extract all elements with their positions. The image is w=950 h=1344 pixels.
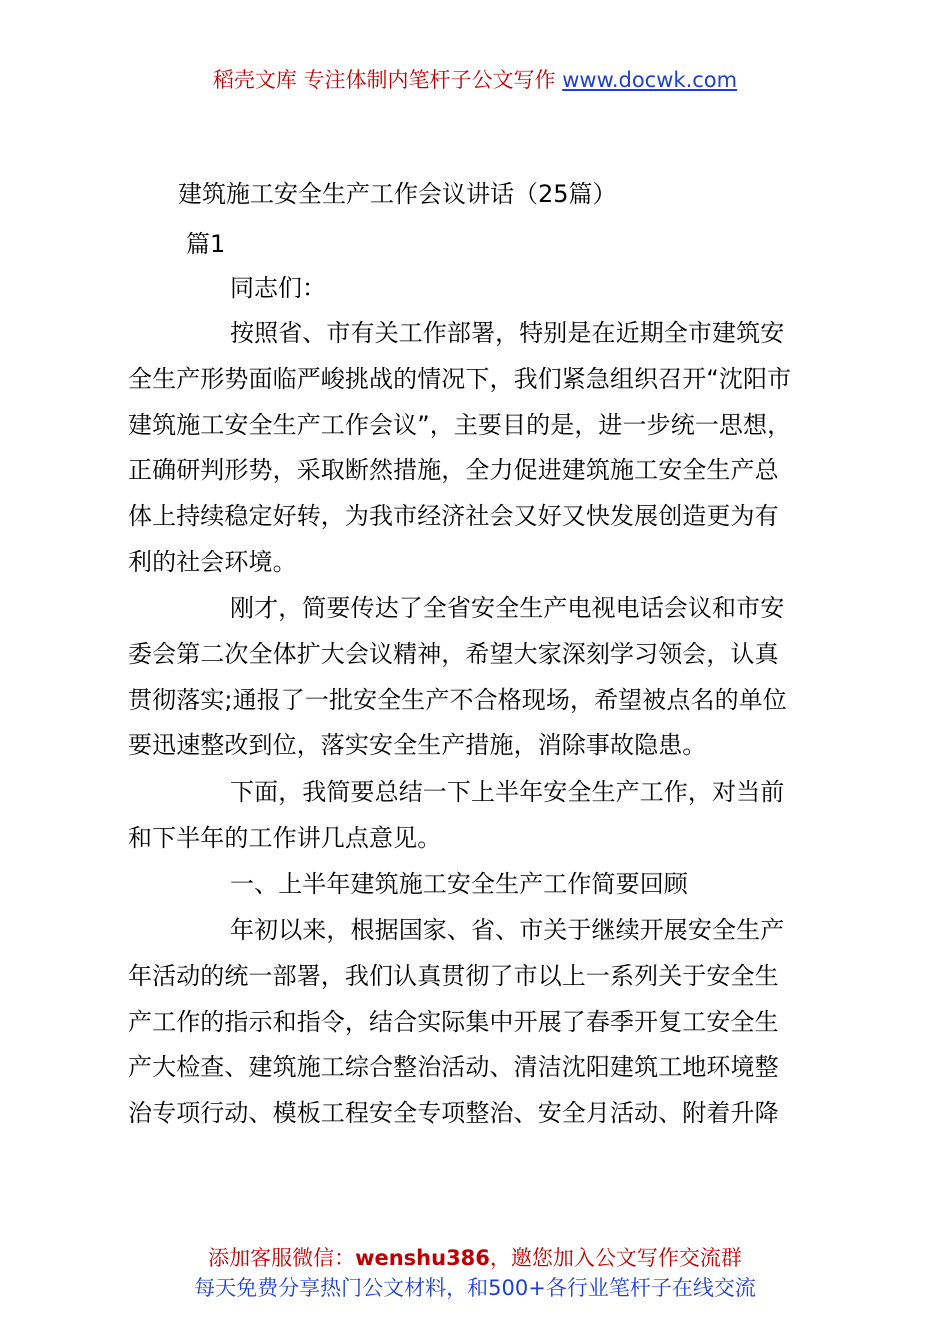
chapter-heading: 篇1 xyxy=(186,230,226,258)
paragraph-line: 产工作的指示和指令，结合实际集中开展了春季开复工安全生 xyxy=(128,1007,779,1036)
paragraph-line: 刚才，简要传达了全省安全生产电视电话会议和市安 xyxy=(230,594,785,622)
paragraph-line: 贯彻落实;通报了一批安全生产不合格现场，希望被点名的单位 xyxy=(128,685,787,714)
paragraph-line: 建筑施工安全生产工作会议”，主要目的是，进一步统一思想， xyxy=(128,410,792,439)
document-title: 建筑施工安全生产工作会议讲话（25篇） xyxy=(178,180,617,208)
greeting: 同志们： xyxy=(230,274,326,302)
paragraph-line: 按照省、市有关工作部署，特别是在近期全市建筑安 xyxy=(230,319,785,347)
footer-share-line: 每天免费分享热门公文材料，和500+各行业笔杆子在线交流 xyxy=(194,1276,756,1300)
paragraph-line: 年活动的统一部署，我们认真贯彻了市以上一系列关于安全生 xyxy=(128,961,779,990)
header-banner xyxy=(0,64,950,94)
footer-prefix: 添加客服微信： xyxy=(208,1246,356,1270)
footer-suffix: ，邀您加入公文写作交流群 xyxy=(489,1246,742,1270)
paragraph-4 xyxy=(128,908,834,1137)
paragraph-line: 下面，我简要总结一下上半年安全生产工作，对当前 xyxy=(230,778,785,806)
wechat-id: wenshu386 xyxy=(355,1246,490,1270)
paragraph-line: 和下半年的工作讲几点意见。 xyxy=(128,823,442,852)
paragraph-line: 产大检查、建筑施工综合整治活动、清洁沈阳建筑工地环境整 xyxy=(128,1053,779,1082)
paragraph-line: 利的社会环境。 xyxy=(128,547,297,576)
footer-wechat-line xyxy=(0,1242,950,1272)
paragraph-3 xyxy=(128,770,834,862)
header-url-link[interactable]: www.docwk.com xyxy=(562,68,738,92)
paragraph-line: 全生产形势面临严峻挑战的情况下，我们紧急组织召开“沈阳市 xyxy=(128,364,792,393)
paragraph-line: 要迅速整改到位，落实安全生产措施，消除事故隐患。 xyxy=(128,731,707,760)
paragraph-line: 一、上半年建筑施工安全生产工作简要回顾 xyxy=(230,870,688,898)
header-brand: 稻壳文库 专注体制内笔杆子公文写作 xyxy=(212,68,563,92)
section-heading-1 xyxy=(128,862,834,908)
paragraph-line: 治专项行动、模板工程安全专项整治、安全月活动、附着升降 xyxy=(128,1099,779,1128)
paragraph-line: 委会第二次全体扩大会议精神，希望大家深刻学习领会，认真 xyxy=(128,639,779,668)
paragraph-1 xyxy=(128,311,834,586)
paragraph-line: 年初以来，根据国家、省、市关于继续开展安全生产 xyxy=(230,916,785,944)
paragraph-2 xyxy=(128,586,834,769)
paragraph-line: 体上持续稳定好转，为我市经济社会又好又快发展创造更为有 xyxy=(128,502,779,531)
paragraph-line: 正确研判形势，采取断然措施，全力促进建筑施工安全生产总 xyxy=(128,456,779,485)
